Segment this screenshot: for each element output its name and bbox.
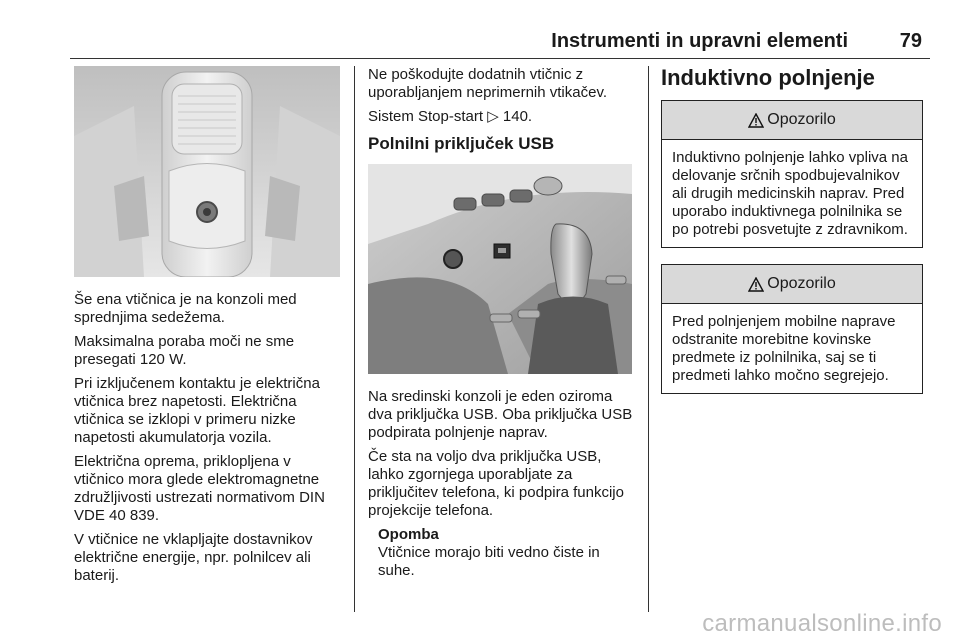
page-number: 79 <box>899 30 922 52</box>
warning-triangle-icon <box>748 277 764 292</box>
page-header <box>70 24 930 59</box>
warning-text: Pred polnjenjem mobilne naprave odstranite morebitne kovinske predmete iz polnilnika, saj se ti predmeti lahko močno segrejejo. <box>672 313 896 384</box>
warning-header <box>662 101 922 140</box>
usb-port-console-image <box>368 164 632 374</box>
paragraph: Če sta na voljo dva priključka USB, lahko zgornjega uporabljate za priključitev telefona, ki podpira funkcijo projekcije telefona. <box>368 448 624 519</box>
note-box <box>378 526 634 580</box>
center-console-socket-image <box>74 66 340 277</box>
warning-text: Induktivno polnjenje lahko vpliva na delovanje srčnih spodbujevalnikov ali drugih medicinskih naprav. Pred uporabo induktivnega polnilnika se po potrebi posvetujte z zdravnikom. <box>672 149 908 238</box>
warning-box <box>661 100 923 248</box>
note-text: Vtičnice morajo biti vedno čiste in suhe. <box>378 544 600 579</box>
column-left <box>74 66 344 591</box>
watermark: carmanualsonline.info <box>702 610 942 637</box>
paragraph: V vtičnice ne vklapljajte dostavnikov električne energije, npr. polnilcev ali baterij. <box>74 531 313 584</box>
warning-box <box>661 264 923 394</box>
column-right <box>661 66 923 410</box>
paragraph: Maksimalna poraba moči ne sme presegati 120 W. <box>74 333 295 368</box>
paragraph: Pri izključenem kontaktu je električna vtičnica brez napetosti. Električna vtičnica se izklopi v primeru nizke napetosti akumulatorja vozila. <box>74 375 320 446</box>
warning-title: Opozorilo <box>767 111 836 128</box>
paragraph: Električna oprema, priklopljena v vtičnico mora glede elektromagnetne združljivosti ustrezati normativom DIN VDE 40 839. <box>74 453 325 524</box>
paragraph: Sistem Stop-start ▷ 140. <box>368 108 533 125</box>
column-divider <box>354 66 355 612</box>
warning-title: Opozorilo <box>767 275 836 292</box>
paragraph: Še ena vtičnica je na konzoli med sprednjima sedežema. <box>74 291 297 326</box>
warning-header <box>662 265 922 304</box>
section-heading-inductive: Induktivno polnjenje <box>661 65 875 90</box>
section-heading-usb: Polnilni priključek USB <box>368 134 555 153</box>
warning-triangle-icon <box>748 113 764 128</box>
note-title: Opomba <box>378 526 439 543</box>
column-divider <box>648 66 649 612</box>
chapter-title: Instrumenti in upravni elementi <box>551 30 848 52</box>
paragraph: Ne poškodujte dodatnih vtičnic z uporabljanjem neprimernih vtikačev. <box>368 66 608 101</box>
column-middle <box>368 66 634 586</box>
paragraph: Na sredinski konzoli je eden oziroma dva priključka USB. Oba priključka USB podpirata polnjenje naprav. <box>368 388 633 441</box>
